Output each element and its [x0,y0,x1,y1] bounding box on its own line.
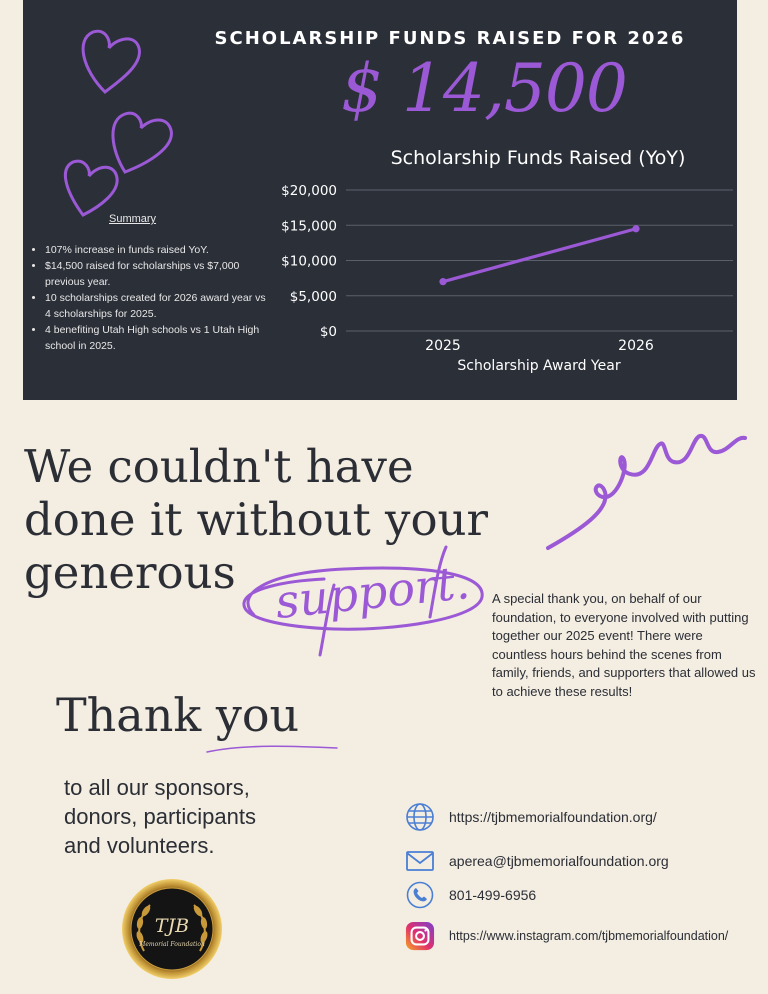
email-link[interactable]: aperea@tjbmemorialfoundation.org [449,853,669,869]
panel-title: SCHOLARSHIP FUNDS RAISED FOR 2026 [214,28,686,49]
y-tick-label: $15,000 [281,218,337,235]
y-tick-label: $20,000 [281,183,337,199]
phone-number[interactable]: 801-499-6956 [449,887,537,903]
chart-title: Scholarship Funds Raised (YoY) [390,147,686,169]
amount-raised: $ 14,500 [341,50,627,127]
series-line [443,229,636,282]
sponsors-line: and volunteers. [64,833,215,858]
thank-you-message: A special thank you, on behalf of our foundation, to everyone involved with putting together our 2025 event! There were countless hours behind the scenes from family, friends, and supporters that allowed us to achieve these results! [492,591,756,699]
x-axis-label: Scholarship Award Year [457,358,621,374]
heart-icon [65,161,117,215]
data-point [439,278,446,285]
thank-you-title: Thank you [56,688,300,742]
heart-icon [113,113,171,172]
y-tick-label: $10,000 [281,253,337,270]
summary-list [31,242,270,354]
sponsors-line: donors, participants [64,804,256,829]
funds-line-chart [253,140,743,380]
foundation-logo [120,877,224,981]
summary-item: • 10 scholarships created for 2026 award year vs 4 scholarships for 2025. [45,290,270,322]
headline-line: done it without your [24,493,489,546]
summary-item: • $14,500 raised for scholarships vs $7,000 previous year. [45,258,270,290]
sponsors-text [64,773,364,860]
website-contact[interactable] [405,802,657,832]
email-contact[interactable] [405,846,669,876]
instagram-icon [405,921,435,951]
instagram-contact[interactable] [405,921,728,951]
headline-line: We couldn't have [24,440,414,493]
data-point [632,225,639,232]
underline-decoration [205,740,340,760]
x-tick-label: 2025 [425,338,461,354]
globe-icon [405,802,435,832]
scribble-decoration [540,430,755,555]
website-link[interactable]: https://tjbmemorialfoundation.org/ [449,809,657,825]
y-tick-label: $0 [319,324,337,340]
support-script-word: support. [272,554,473,630]
phone-icon [405,880,435,910]
x-tick-label: 2026 [618,338,654,354]
instagram-link[interactable]: https://www.instagram.com/tjbmemorialfoundation/ [449,929,729,943]
phone-contact[interactable] [405,880,536,910]
sponsors-line: to all our sponsors, [64,775,250,800]
summary-item: • 107% increase in funds raised YoY. [45,242,270,258]
summary-panel [23,0,737,400]
mail-icon [405,846,435,876]
headline-line: generous [24,546,236,599]
logo-initials: TJB [154,915,190,937]
summary-item: • 4 benefiting Utah High schools vs 1 Utah High school in 2025. [45,322,270,354]
logo-script: Memorial Foundation [139,941,205,948]
summary-title: Summary [109,213,157,225]
y-tick-label: $5,000 [289,288,337,305]
